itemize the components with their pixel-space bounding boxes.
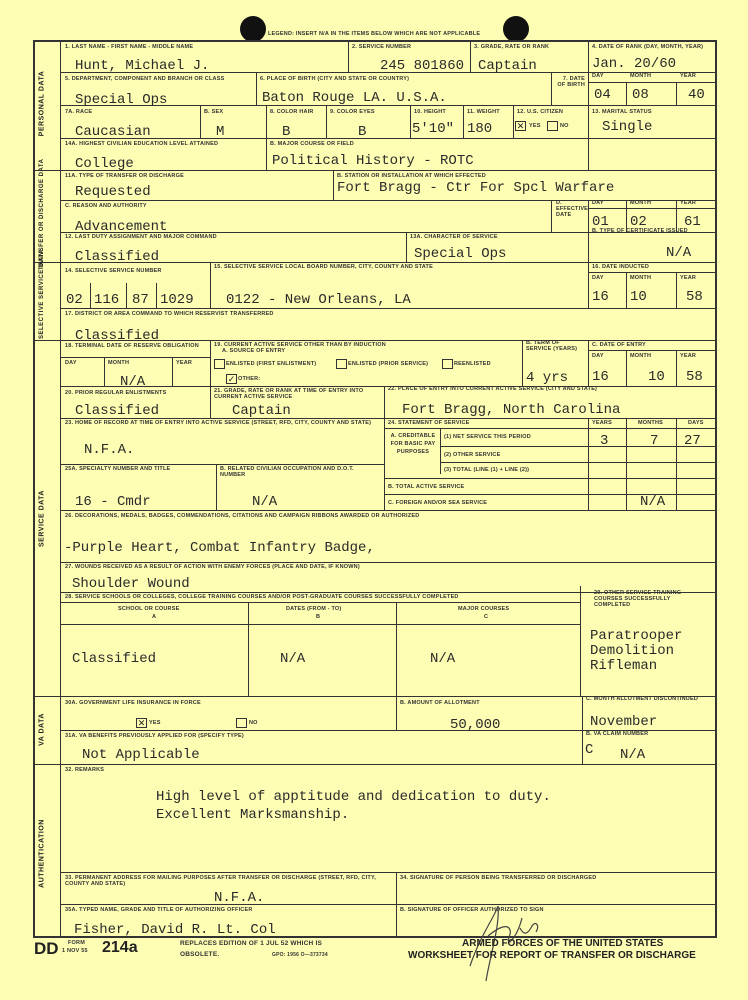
label-entry-day: DAY (592, 353, 604, 359)
label-total-active: B. TOTAL ACTIVE SERVICE (388, 484, 465, 490)
value-station: Fort Bragg - Ctr For Spcl Warfare (337, 180, 615, 196)
label-citizen: 12. U.S. CITIZEN (517, 109, 563, 115)
punch-hole-right (503, 16, 529, 42)
label-station: B. STATION OR INSTALLATION AT WHICH EFFECTED (337, 173, 486, 179)
form-date: 1 NOV 55 (62, 948, 88, 954)
enlisted-prior-label: ENLISTED (PRIOR SERVICE) (348, 361, 429, 367)
label-home-record: 23. HOME OF RECORD AT TIME OF ENTRY INTO ACTIVE SERVICE (STREET, RFD, CITY, COUNTY AND STATE) (65, 420, 372, 426)
value-ss-number-2: 116 (94, 292, 120, 308)
label-civilian-occupation: B. RELATED CIVILIAN OCCUPATION AND D.O.T. NUMBER (220, 466, 354, 478)
label-year: YEAR (176, 360, 193, 366)
value-department: Special Ops (75, 92, 168, 108)
value-reason: Advancement (75, 219, 168, 235)
value-service-number: 245 801860 (380, 58, 465, 74)
label-ss-board: 15. SELECTIVE SERVICE LOCAL BOARD NUMBER, CITY, COUNTY AND STATE (214, 264, 433, 270)
value-ss-number-3: 87 (132, 292, 149, 308)
value-training-1: Paratrooper (590, 628, 683, 644)
label-net-service: (1) NET SERVICE THIS PERIOD (444, 434, 531, 440)
value-dob-month: 08 (632, 87, 649, 103)
label-service-number: 2. SERVICE NUMBER (352, 44, 412, 50)
label-term-service: B. TERM OF SERVICE (YEARS) (526, 340, 578, 352)
value-grade: Captain (478, 58, 537, 74)
label-years: YEARS (592, 420, 612, 426)
label-current-active: 19. CURRENT ACTIVE SERVICE OTHER THAN BY INDUCTION (214, 342, 386, 348)
value-name: Hunt, Michael J. (75, 58, 210, 74)
value-school: Classified (72, 651, 157, 667)
reenlisted-checkbox[interactable] (442, 359, 453, 369)
citizen-yes-label: YES (529, 123, 541, 129)
label-day: DAY (65, 360, 77, 366)
value-decorations: -Purple Heart, Combat Infantry Badge, (64, 540, 375, 556)
label-school-course: SCHOOL OR COURSE (118, 606, 180, 612)
value-entry-day: 16 (592, 369, 609, 385)
value-training-3: Rifleman (590, 658, 658, 674)
label-date-entry: C. DATE OF ENTRY (592, 342, 646, 348)
label-department: 5. DEPARTMENT, COMPONENT AND BRANCH OR CLASS (65, 76, 225, 82)
value-civilian-occ: N/A (252, 494, 278, 510)
label-allot-month: C. MONTH ALLOTMENT DISCONTINUED (586, 696, 699, 702)
section-transfer-data: TRANSFER OR DISCHARGE DATA (39, 158, 45, 270)
label-eff-day: DAY (592, 200, 604, 206)
footer-title-1: ARMED FORCES OF THE UNITED STATES (462, 938, 664, 949)
label-grade-entry: 21. GRADE, RATE OR RANK AT TIME OF ENTRY INTO CURRENT ACTIVE SERVICE (214, 388, 364, 400)
label-foreign-service: C. FOREIGN AND/OR SEA SERVICE (388, 500, 488, 506)
gpo-text: GPO: 1956 O—373734 (272, 952, 328, 958)
label-specialty: 25A. SPECIALTY NUMBER AND TITLE (65, 466, 171, 472)
section-service-data: SERVICE DATA (38, 490, 46, 547)
value-perm-address: N.F.A. (214, 890, 265, 906)
label-creditable: A. CREDITABLE FOR BASIC PAY PURPOSES (390, 433, 436, 455)
citizen-yes-checkbox[interactable]: ✕ (516, 121, 525, 131)
label-education: 14A. HIGHEST CIVILIAN EDUCATION LEVEL ATTAINED (65, 141, 219, 147)
value-ss-board: 0122 - New Orleans, LA (226, 292, 411, 308)
footer-title-2: WORKSHEET FOR REPORT OF TRANSFER OR DISCHARGE (408, 950, 696, 961)
label-major-course: B. MAJOR COURSE OR FIELD (270, 141, 354, 147)
value-entry-year: 58 (686, 369, 703, 385)
label-race: 7A. RACE (65, 109, 93, 115)
value-eff-month: 02 (630, 214, 647, 230)
label-eyes: 9. COLOR EYES (330, 109, 375, 115)
value-wounds: Shoulder Wound (72, 576, 190, 592)
section-va-data: VA DATA (38, 713, 46, 746)
enlisted-first-checkbox[interactable] (214, 359, 225, 369)
value-foreign: N/A (640, 494, 666, 510)
value-ss-number-1: 02 (66, 292, 83, 308)
citizen-no-checkbox[interactable] (547, 121, 558, 131)
label-date-of-rank: 4. DATE OF RANK (DAY, MONTH, YEAR) (592, 44, 704, 50)
label-major-courses: MAJOR COURSES (458, 606, 510, 612)
value-school-dates: N/A (280, 651, 306, 667)
label-statement-service: 24. STATEMENT OF SERVICE (388, 420, 470, 426)
label-dob-day: DAY (592, 73, 604, 79)
value-grade-entry: Captain (232, 403, 291, 419)
value-weight: 180 (467, 121, 493, 137)
value-dob-day: 04 (594, 87, 611, 103)
value-sex: M (216, 124, 225, 140)
value-ind-year: 58 (686, 289, 703, 305)
label-height: 10. HEIGHT (414, 109, 446, 115)
label-days: DAYS (688, 420, 704, 426)
value-last-duty: Classified (75, 249, 160, 265)
value-ss-number-4: 1029 (160, 292, 194, 308)
label-effective-date: D. EFFECTIVE DATE (556, 200, 589, 218)
value-entry-month: 10 (648, 369, 665, 385)
side-column-divider (60, 40, 61, 938)
label-dob-month: MONTH (630, 73, 652, 79)
section-selective-service: SELECTIVE SERVICE DATA (39, 249, 45, 339)
form-label: FORM (68, 940, 85, 946)
label-allotment: B. AMOUNT OF ALLOTMENT (400, 700, 480, 706)
label-eff-year: YEAR (680, 200, 697, 206)
label-decorations: 26. DECORATIONS, MEDALS, BADGES, COMMENDATIONS, CITATIONS AND CAMPAIGN RIBBONS AWARDED OR AUTHORIZED (65, 513, 420, 519)
label-ind-day: DAY (592, 275, 604, 281)
label-authorizing-officer: 35A. TYPED NAME, GRADE AND TITLE OF AUTHORIZING OFFICER (65, 907, 253, 913)
value-marital: Single (602, 119, 653, 135)
label-prior-enlistments: 20. PRIOR REGULAR ENLISTMENTS (65, 390, 167, 396)
label-service-schools: 28. SERVICE SCHOOLS OR COLLEGES, COLLEGE TRAINING COURSES AND/OR POST-GRADUATE COURSES SUCCESSFULLY COMPLETED (65, 594, 459, 600)
value-eff-year: 61 (684, 214, 701, 230)
value-dob-year: 40 (688, 87, 705, 103)
label-ind-year: YEAR (680, 275, 697, 281)
value-prior: Classified (75, 403, 160, 419)
value-school-major: N/A (430, 651, 456, 667)
value-allotment: 50,000 (450, 717, 501, 733)
insurance-no-checkbox[interactable] (236, 718, 247, 728)
legend-text: LEGEND: INSERT N/A IN THE ITEMS BELOW WHICH ARE NOT APPLICABLE (268, 31, 481, 37)
other-checkbox[interactable]: ✓ (227, 374, 236, 384)
label-total-service: (3) TOTAL (LINE (1) + LINE (2)) (444, 467, 530, 473)
label-certificate: B. TYPE OF CERTIFICATE ISSUED (592, 228, 688, 234)
value-eff-day: 01 (592, 214, 609, 230)
label-signature-person: 34. SIGNATURE OF PERSON BEING TRANSFERRED OR DISCHARGED (400, 875, 597, 881)
label-terminal-date: 18. TERMINAL DATE OF RESERVE OBLIGATION (65, 343, 199, 349)
other-label: OTHER: (238, 376, 261, 382)
value-terminal: N/A (120, 374, 146, 390)
form-dd: DD (34, 939, 59, 958)
section-personal-data: PERSONAL DATA (38, 70, 46, 137)
label-sex: B. SEX (204, 109, 224, 115)
value-place-entry: Fort Bragg, North Carolina (402, 402, 621, 418)
label-transfer-type: 11A. TYPE OF TRANSFER OR DISCHARGE (65, 173, 184, 179)
label-dates: DATES (FROM - TO) (286, 606, 342, 612)
value-hair: B (282, 124, 291, 140)
label-name: 1. LAST NAME - FIRST NAME - MIDDLE NAME (65, 44, 194, 50)
reenlisted-label: REENLISTED (454, 361, 491, 367)
label-date-of-birth: 7. DATE OF BIRTH (557, 76, 585, 88)
label-remarks: 32. REMARKS (65, 767, 105, 773)
value-net-years: 3 (600, 433, 609, 449)
insurance-no-label: NO (249, 720, 258, 726)
value-remarks-2: Excellent Marksmanship. (156, 807, 350, 823)
value-district: Classified (75, 328, 160, 344)
label-reason: C. REASON AND AUTHORITY (65, 203, 147, 209)
label-other-training: 29. OTHER SERVICE TRAINING COURSES SUCCESSFULLY COMPLETED (594, 590, 682, 608)
value-home-record: N.F.A. (84, 442, 135, 458)
value-training-2: Demolition (590, 643, 675, 659)
value-net-months: 7 (650, 433, 659, 449)
value-remarks-1: High level of apptitude and dedication to duty. (156, 789, 551, 805)
label-months: MONTHS (638, 420, 664, 426)
value-va-benefits: Not Applicable (82, 747, 200, 763)
value-major-course: Political History - ROTC (272, 153, 474, 169)
label-character: 13A. CHARACTER OF SERVICE (410, 234, 498, 240)
value-ind-month: 10 (630, 289, 647, 305)
value-certificate: N/A (666, 245, 692, 261)
value-place-of-birth: Baton Rouge LA. U.S.A. (262, 90, 447, 106)
insurance-yes-label: YES (149, 720, 161, 726)
value-allot-month: November (590, 714, 658, 730)
label-month: MONTH (108, 360, 130, 366)
obsolete-text: OBSOLETE. (180, 951, 220, 958)
label-life-insurance: 30A. GOVERNMENT LIFE INSURANCE IN FORCE (65, 700, 201, 706)
label-permanent-address: 33. PERMANENT ADDRESS FOR MAILING PURPOSES AFTER TRANSFER OR DISCHARGE (STREET, RFD, CITY, COUNTY AND STATE) (65, 875, 376, 887)
value-officer: Fisher, David R. Lt. Col (74, 922, 276, 938)
punch-hole-left (240, 16, 266, 42)
value-date-of-rank: Jan. 20/60 (592, 56, 677, 72)
label-va-claim: B. VA CLAIM NUMBER (586, 731, 649, 737)
label-va-benefits: 31A. VA BENEFITS PREVIOUSLY APPLIED FOR (SPECIFY TYPE) (65, 733, 244, 739)
label-hair: 8. COLOR HAIR (270, 109, 314, 115)
value-net-days: 27 (684, 433, 701, 449)
label-entry-month: MONTH (630, 353, 652, 359)
label-wounds: 27. WOUNDS RECEIVED AS A RESULT OF ACTION WITH ENEMY FORCES (PLACE AND DATE, IF KNOWN) (65, 564, 360, 570)
value-character: Special Ops (414, 246, 507, 262)
value-race: Caucasian (75, 124, 151, 140)
value-term-years: 4 yrs (526, 370, 569, 386)
label-dob-year: YEAR (680, 73, 697, 79)
label-place-of-birth: 6. PLACE OF BIRTH (CITY AND STATE OR COUNTRY) (260, 76, 410, 82)
value-ind-day: 16 (592, 289, 609, 305)
value-va-claim: N/A (620, 747, 646, 763)
label-signature-officer: B. SIGNATURE OF OFFICER AUTHORIZED TO SIGN (400, 907, 544, 913)
label-last-duty: 12. LAST DUTY ASSIGNMENT AND MAJOR COMMAND (65, 234, 217, 240)
label-grade: 3. GRADE, RATE OR RANK (474, 44, 550, 50)
label-ind-month: MONTH (630, 275, 652, 281)
citizen-no-label: NO (560, 123, 569, 129)
section-authentication: AUTHENTICATION (38, 819, 46, 888)
label-eff-month: MONTH (630, 200, 652, 206)
value-education: College (75, 156, 134, 172)
replaces-text: REPLACES EDITION OF 1 JUL 52 WHICH IS (180, 940, 322, 947)
label-marital: 13. MARITAL STATUS (592, 109, 652, 115)
form-number: 214a (102, 939, 138, 956)
value-eyes: B (358, 124, 367, 140)
label-entry-year: YEAR (680, 353, 697, 359)
label-place-entry: 22. PLACE OF ENTRY INTO CURRENT ACTIVE SERVICE (CITY AND STATE) (388, 386, 598, 392)
label-weight: 11. WEIGHT (467, 109, 500, 115)
label-source-entry: A. SOURCE OF ENTRY (222, 348, 286, 354)
value-transfer-type: Requested (75, 184, 151, 200)
label-other-service: (2) OTHER SERVICE (444, 452, 501, 458)
value-height: 5'10" (412, 121, 455, 137)
label-district: 17. DISTRICT OR AREA COMMAND TO WHICH RESERVIST TRANSFERRED (65, 311, 274, 317)
enlisted-first-label: ENLISTED (FIRST ENLISTMENT) (226, 361, 317, 367)
insurance-yes-checkbox[interactable]: ✕ (137, 718, 146, 728)
label-ss-number: 14. SELECTIVE SERVICE NUMBER (65, 268, 162, 274)
label-date-inducted: 16. DATE INDUCTED (592, 264, 650, 270)
enlisted-prior-checkbox[interactable] (336, 359, 347, 369)
value-specialty: 16 - Cmdr (75, 494, 151, 510)
value-va-claim-prefix: C (585, 742, 594, 758)
